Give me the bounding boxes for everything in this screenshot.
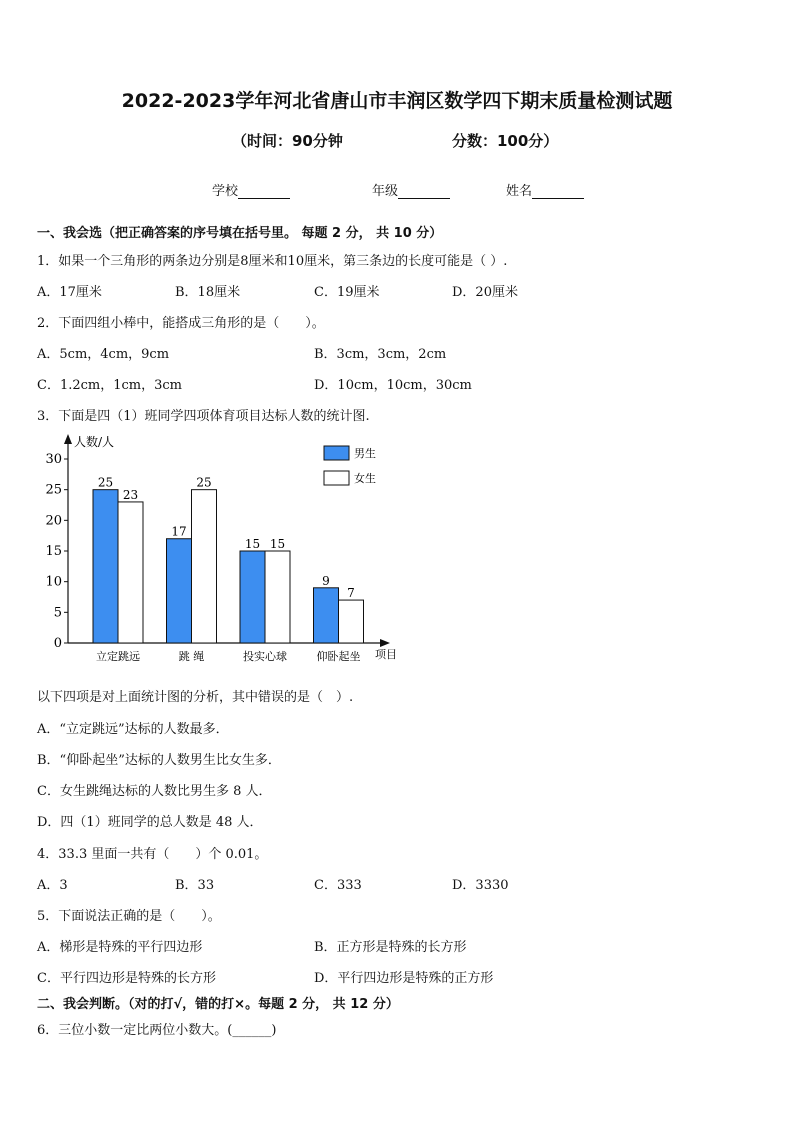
y-tick-label: 5 bbox=[53, 605, 62, 621]
q1-option-b: B．18厘米 bbox=[175, 285, 241, 300]
q2-option-c: C．1.2cm，1cm，3cm bbox=[37, 378, 182, 393]
bar-value-label: 15 bbox=[269, 537, 286, 551]
q5-option-d: D．平行四边形是特殊的正方形 bbox=[314, 971, 494, 986]
question-5: 5．下面说法正确的是（ ）。 bbox=[37, 909, 221, 924]
q2-option-b: B．3cm，3cm，2cm bbox=[314, 347, 447, 362]
name-field: 姓名 bbox=[506, 180, 584, 199]
bar-chart bbox=[30, 428, 410, 668]
q3-option-b: B．“仰卧起坐”达标的人数男生比女生多． bbox=[37, 753, 281, 768]
q3-option-a: A．“立定跳远”达标的人数最多． bbox=[37, 722, 229, 737]
question-4: 4．33.3 里面一共有（ ）个 0.01。 bbox=[37, 847, 268, 862]
bar-value-label: 25 bbox=[196, 475, 212, 490]
bar bbox=[167, 539, 192, 643]
y-tick-label: 15 bbox=[45, 544, 62, 559]
bar bbox=[265, 551, 290, 643]
q1-option-d: D．20厘米 bbox=[452, 285, 518, 300]
legend-swatch bbox=[324, 471, 349, 485]
bar-value-label: 17 bbox=[171, 524, 187, 539]
x-axis-label: 项目 bbox=[375, 648, 397, 661]
y-tick-label: 30 bbox=[45, 452, 62, 467]
exam-score: 分数：100分） bbox=[452, 132, 559, 150]
y-tick-label: 0 bbox=[53, 636, 62, 651]
q4-option-a: A．3 bbox=[37, 878, 68, 893]
section-1-heading: 一、我会选（把正确答案的序号填在括号里。 每题 2 分， 共 10 分） bbox=[37, 226, 443, 241]
q5-option-a: A．梯形是特殊的平行四边形 bbox=[37, 940, 203, 955]
bar bbox=[93, 490, 118, 643]
bar bbox=[192, 490, 217, 643]
question-1: 1．如果一个三角形的两条边分别是8厘米和10厘米，第三条边的长度可能是（ ）. bbox=[37, 254, 508, 269]
q3-followup: 以下四项是对上面统计图的分析，其中错误的是（ ）. bbox=[37, 690, 354, 705]
q4-option-d: D．3330 bbox=[452, 878, 509, 893]
grade-field: 年级 bbox=[372, 180, 450, 199]
question-6: 6．三位小数一定比两位小数大。(______) bbox=[37, 1023, 277, 1038]
y-axis-arrow bbox=[64, 434, 72, 444]
bar-value-label: 25 bbox=[97, 475, 114, 490]
q5-option-b: B．正方形是特殊的长方形 bbox=[314, 940, 467, 955]
question-3: 3．下面是四（1）班同学四项体育项目达标人数的统计图. bbox=[37, 409, 370, 424]
bar-value-label: 15 bbox=[244, 537, 261, 551]
bar bbox=[339, 600, 364, 643]
exam-time: （时间：90分钟 bbox=[232, 132, 343, 150]
school-field: 学校 bbox=[212, 180, 290, 199]
q3-option-c: C．女生跳绳达标的人数比男生多 8 人． bbox=[37, 784, 272, 799]
x-tick-label: 立定跳远 bbox=[96, 650, 140, 663]
bar bbox=[240, 551, 265, 643]
q1-option-c: C．19厘米 bbox=[314, 285, 380, 300]
legend-swatch bbox=[324, 446, 349, 460]
bar bbox=[314, 588, 339, 643]
y-tick-label: 10 bbox=[45, 574, 62, 590]
x-axis-arrow bbox=[380, 639, 390, 647]
question-2: 2．下面四组小棒中，能搭成三角形的是（ ）。 bbox=[37, 316, 325, 331]
bar-value-label: 23 bbox=[122, 487, 139, 502]
q5-option-c: C．平行四边形是特殊的长方形 bbox=[37, 971, 216, 986]
legend-label: 男生 bbox=[354, 447, 376, 460]
bar bbox=[118, 502, 143, 643]
q2-option-d: D．10cm，10cm，30cm bbox=[314, 378, 472, 393]
q2-option-a: A．5cm，4cm，9cm bbox=[37, 347, 170, 362]
bar-value-label: 9 bbox=[322, 573, 330, 588]
x-tick-label: 投实心球 bbox=[243, 650, 287, 663]
y-tick-label: 20 bbox=[45, 513, 62, 529]
legend-label: 女生 bbox=[354, 472, 376, 485]
y-tick-label: 25 bbox=[45, 482, 62, 498]
x-tick-label: 跳 绳 bbox=[178, 650, 205, 663]
page-title: 2022-2023学年河北省唐山市丰润区数学四下期末质量检测试题 bbox=[121, 90, 673, 112]
q4-option-b: B．33 bbox=[175, 878, 215, 893]
q1-option-a: A．17厘米 bbox=[37, 285, 102, 300]
y-axis-label: 人数/人 bbox=[74, 435, 115, 449]
q4-option-c: C．333 bbox=[314, 878, 362, 893]
bar-value-label: 7 bbox=[347, 586, 355, 601]
x-tick-label: 仰卧起坐 bbox=[316, 650, 361, 663]
section-2-heading: 二、我会判断。（对的打√，错的打×。每题 2 分， 共 12 分） bbox=[37, 997, 399, 1012]
q3-option-d: D．四（1）班同学的总人数是 48 人． bbox=[37, 815, 263, 830]
